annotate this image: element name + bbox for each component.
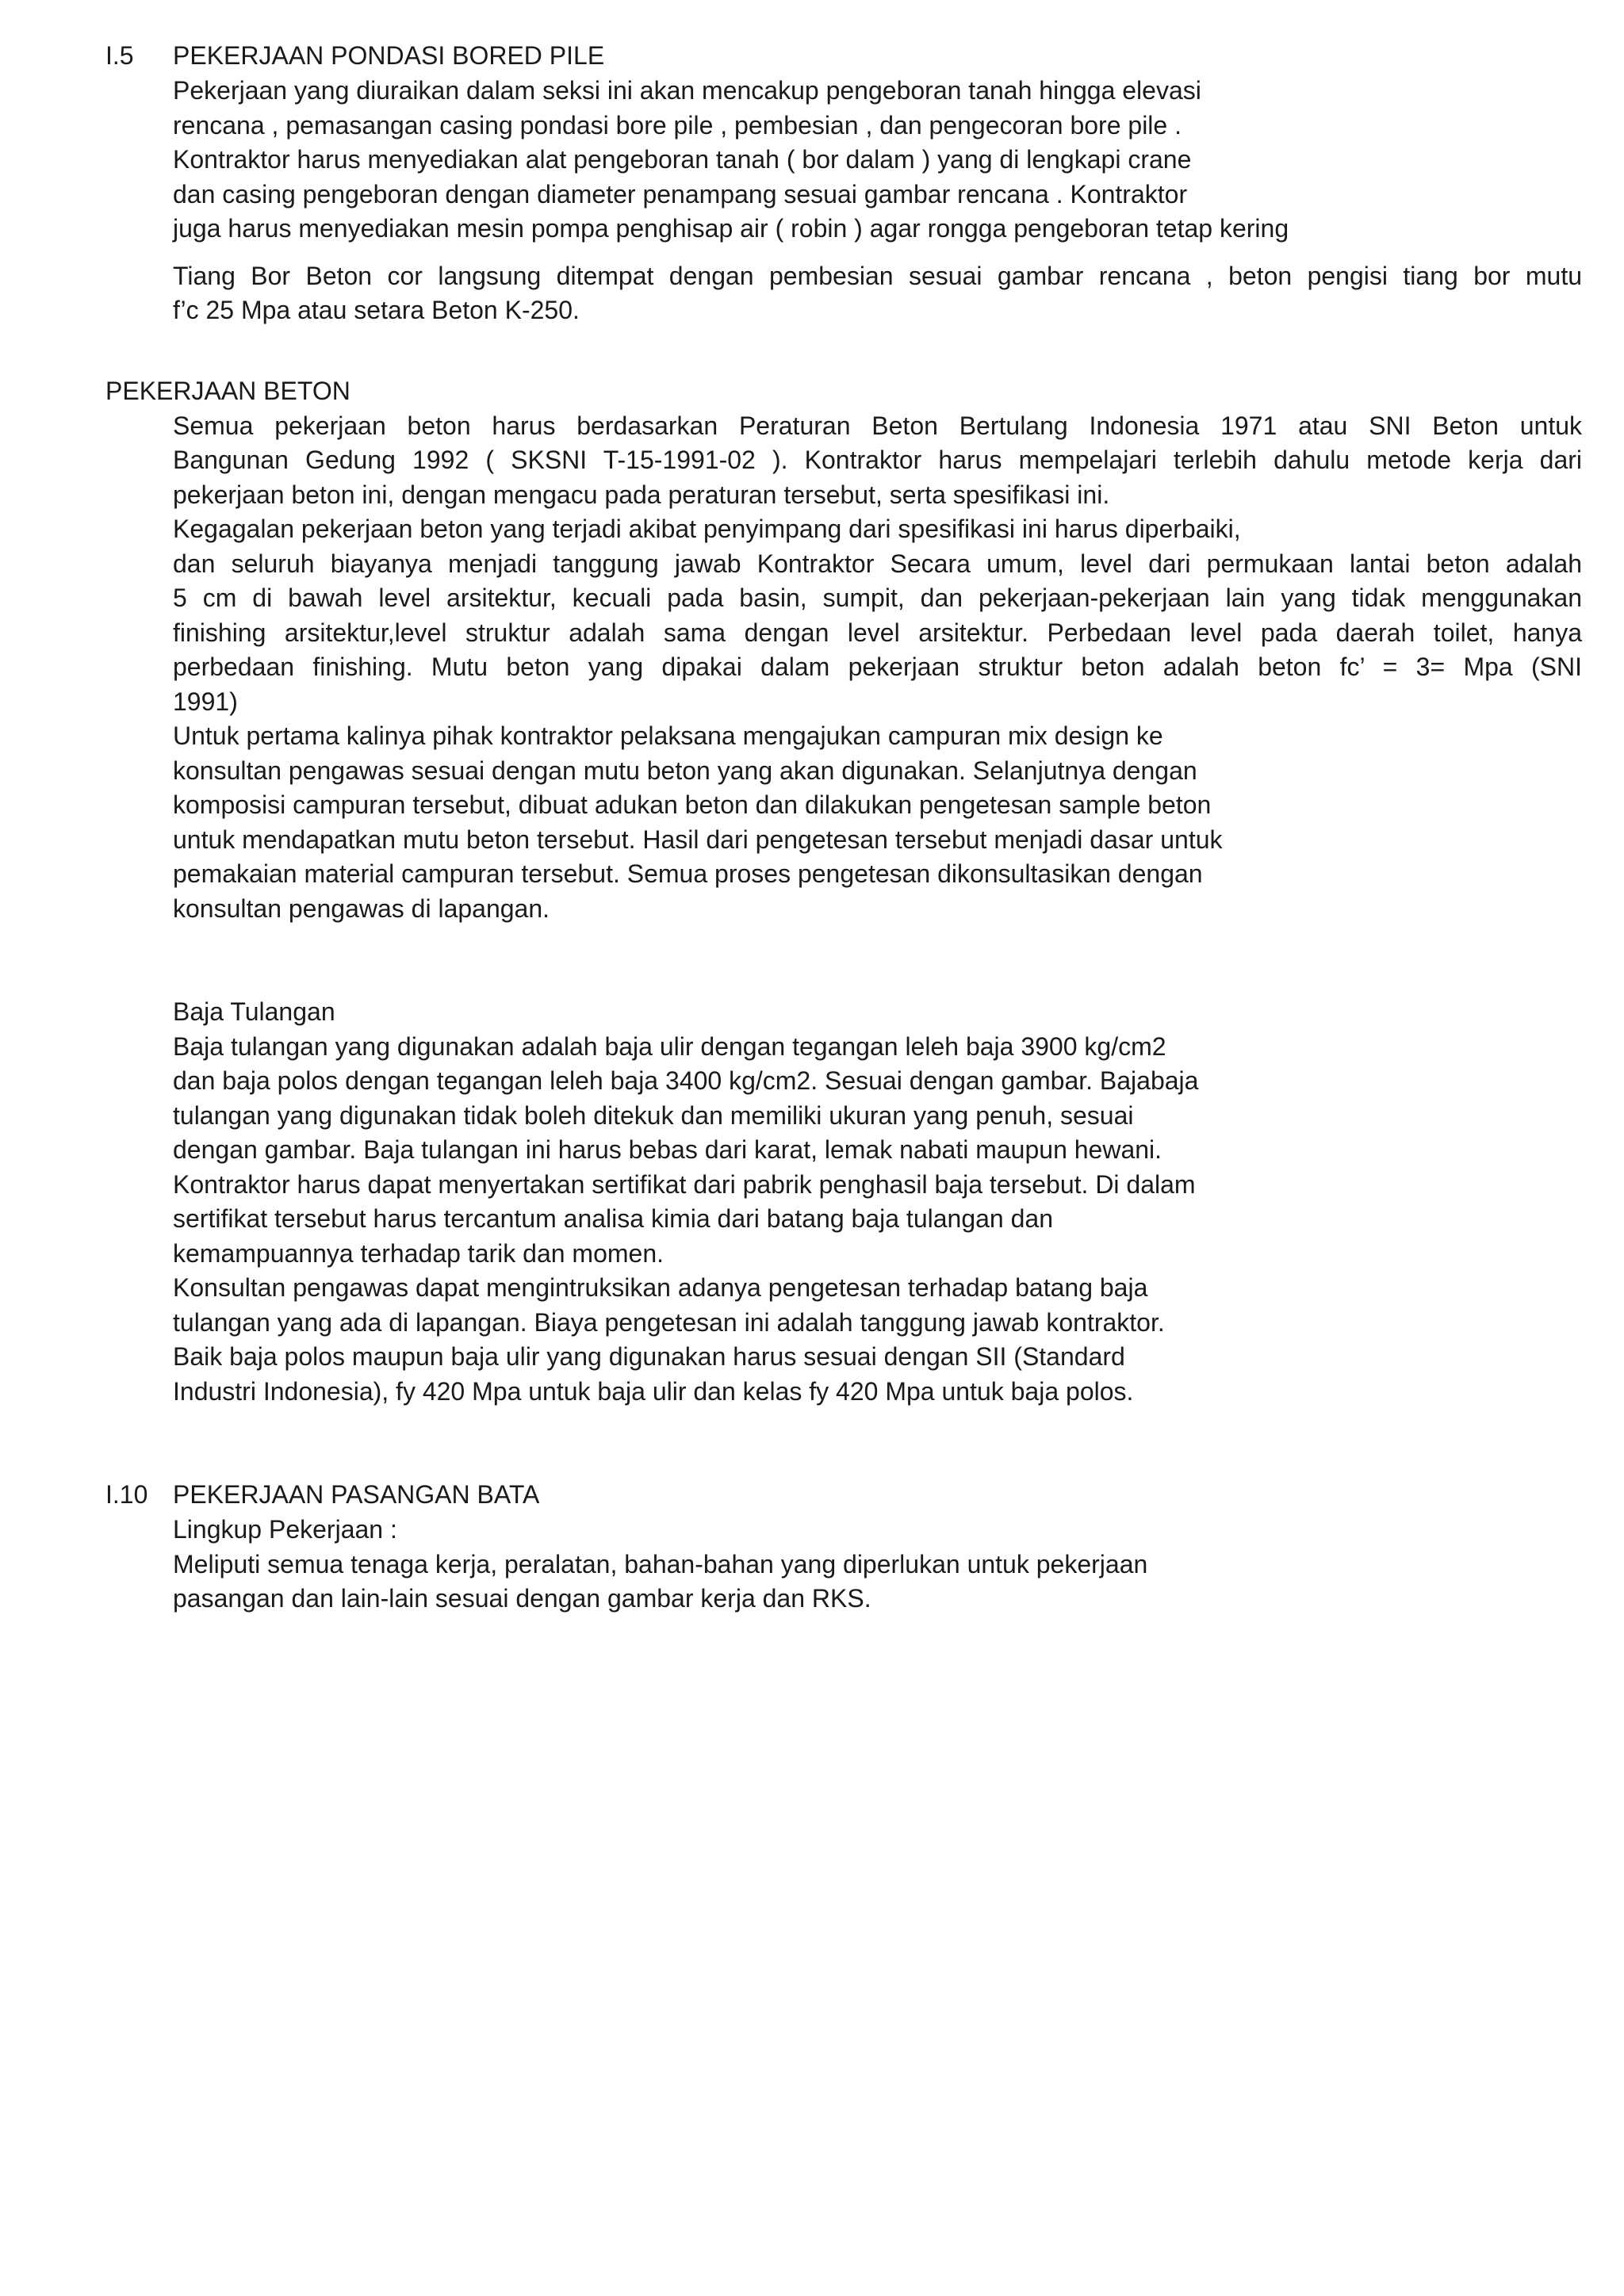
- text-line: tulangan yang ada di lapangan. Biaya pengetesan ini adalah tanggung jawab kontraktor.: [173, 1307, 1165, 1337]
- text-line: Untuk pertama kalinya pihak kontraktor pelaksana mengajukan campuran mix design ke: [173, 721, 1163, 750]
- section-number: I.5: [105, 41, 134, 70]
- text-line: pemakaian material campuran tersebut. Semua proses pengetesan dikonsultasikan dengan: [173, 859, 1203, 888]
- text-line: komposisi campuran tersebut, dibuat adukan beton dan dilakukan pengetesan sample beton: [173, 790, 1212, 819]
- text-line: Kontraktor harus menyediakan alat pengeboran tanah ( bor dalam ) yang di lengkapi crane: [173, 145, 1192, 174]
- text-line: Tiang Bor Beton cor langsung ditempat dengan pembesian sesuai gambar rencana , beton pengisi tiang bor mutu: [173, 261, 1582, 290]
- text-line: konsultan pengawas di lapangan.: [173, 894, 550, 923]
- subsection-title: Baja Tulangan: [173, 997, 335, 1026]
- text-line: Baja tulangan yang digunakan adalah baja ulir dengan tegangan leleh baja 3900 kg/cm2: [173, 1031, 1166, 1061]
- text-line: f’c 25 Mpa atau setara Beton K-250.: [173, 296, 580, 324]
- document-page: [105, 39, 1582, 1617]
- section-number: I.10: [105, 1480, 148, 1509]
- text-line: 1991): [173, 687, 238, 716]
- section-body-baja-tulangan: [173, 995, 1582, 1409]
- text-line: dan seluruh biayanya menjadi tanggung jawab Kontraktor Secara umum, level dari permukaan lantai beton adalah: [173, 549, 1582, 578]
- section-title: PEKERJAAN BETON: [105, 376, 350, 405]
- subsection-title: Lingkup Pekerjaan :: [173, 1515, 397, 1544]
- section-heading-beton: [105, 374, 1582, 409]
- text-line: sertifikat tersebut harus tercantum analisa kimia dari batang baja tulangan dan: [173, 1204, 1053, 1233]
- text-line: Kegagalan pekerjaan beton yang terjadi akibat penyimpang dari spesifikasi ini harus diperbaiki,: [173, 515, 1241, 543]
- section-title: PEKERJAAN PONDASI BORED PILE: [173, 41, 605, 70]
- section-heading-pasangan-bata: [105, 1478, 1582, 1513]
- text-line: Meliputi semua tenaga kerja, peralatan, bahan-bahan yang diperlukan untuk pekerjaan: [173, 1549, 1148, 1578]
- text-line: Bangunan Gedung 1992 ( SKSNI T-15-1991-02 ). Kontraktor harus mempelajari terlebih dahulu metode kerja dari: [173, 446, 1582, 474]
- text-line: Baik baja polos maupun baja ulir yang digunakan harus sesuai dengan SII (Standard: [173, 1342, 1125, 1371]
- text-line: finishing arsitektur,level struktur adalah sama dengan level arsitektur. Perbedaan level pada daerah toilet, hanya: [173, 618, 1582, 647]
- section-body-pasangan-bata: [173, 1513, 1582, 1617]
- text-line: Semua pekerjaan beton harus berdasarkan Peraturan Beton Bertulang Indonesia 1971 atau SNI Beton untuk: [173, 411, 1582, 440]
- text-line: juga harus menyediakan mesin pompa penghisap air ( robin ) agar rongga pengeboran tetap kering: [173, 214, 1289, 243]
- text-line: konsultan pengawas sesuai dengan mutu beton yang akan digunakan. Selanjutnya dengan: [173, 756, 1197, 785]
- text-line: dan casing pengeboran dengan diameter penampang sesuai gambar rencana . Kontraktor: [173, 179, 1188, 209]
- text-line: kemampuannya terhadap tarik dan momen.: [173, 1238, 665, 1268]
- text-line: Kontraktor harus dapat menyertakan sertifikat dari pabrik penghasil baja tersebut. Di dalam: [173, 1169, 1196, 1199]
- text-line: Konsultan pengawas dapat mengintruksikan adanya pengetesan terhadap batang baja: [173, 1273, 1148, 1302]
- section-heading-bored-pile: [105, 39, 1582, 74]
- text-line: pasangan dan lain-lain sesuai dengan gambar kerja dan RKS.: [173, 1584, 871, 1613]
- section-body-bored-pile: [173, 74, 1582, 328]
- text-line: perbedaan finishing. Mutu beton yang dipakai dalam pekerjaan struktur beton adalah beton fc’ = 3= Mpa (SNI: [173, 652, 1582, 681]
- text-line: 5 cm di bawah level arsitektur, kecuali pada basin, sumpit, dan pekerjaan-pekerjaan lain yang tidak menggunakan: [173, 584, 1582, 612]
- section-body-beton: [173, 409, 1582, 927]
- text-line: rencana , pemasangan casing pondasi bore pile , pembesian , dan pengecoran bore pile .: [173, 110, 1182, 140]
- text-line: tulangan yang digunakan tidak boleh ditekuk dan memiliki ukuran yang penuh, sesuai: [173, 1100, 1134, 1130]
- text-line: Industri Indonesia), fy 420 Mpa untuk baja ulir dan kelas fy 420 Mpa untuk baja polos.: [173, 1376, 1134, 1406]
- text-line: Pekerjaan yang diuraikan dalam seksi ini akan mencakup pengeboran tanah hingga elevasi: [173, 76, 1201, 105]
- text-line: dan baja polos dengan tegangan leleh baja 3400 kg/cm2. Sesuai dengan gambar. Bajabaja: [173, 1066, 1199, 1095]
- text-line: pekerjaan beton ini, dengan mengacu pada peraturan tersebut, serta spesifikasi ini.: [173, 480, 1110, 509]
- text-line: dengan gambar. Baja tulangan ini harus bebas dari karat, lemak nabati maupun hewani.: [173, 1135, 1162, 1164]
- section-title: PEKERJAAN PASANGAN BATA: [173, 1480, 540, 1509]
- text-line: untuk mendapatkan mutu beton tersebut. Hasil dari pengetesan tersebut menjadi dasar untuk: [173, 825, 1223, 854]
